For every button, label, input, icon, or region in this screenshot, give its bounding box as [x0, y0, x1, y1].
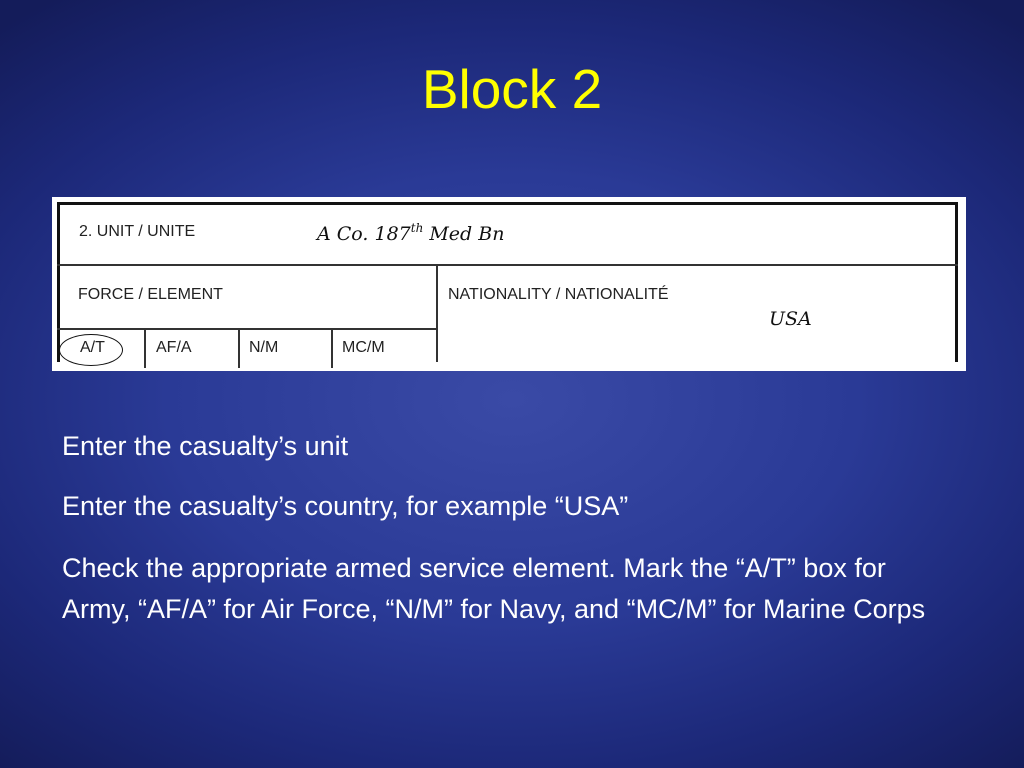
col-divider-at: [144, 328, 146, 368]
unit-value: [317, 221, 504, 245]
form-block-2: [52, 197, 966, 371]
nationality-label: NATIONALITY / NATIONALITÉ: [448, 286, 669, 303]
instruction-unit: Enter the casualty’s unit: [62, 431, 349, 461]
row-divider-unit: [57, 264, 958, 266]
col-divider-afa: [238, 328, 240, 368]
row-divider-elements: [57, 328, 436, 330]
element-option-at[interactable]: A/T: [80, 339, 105, 356]
instruction-country: Enter the casualty’s country, for example “USA”: [62, 491, 629, 521]
col-divider-nm: [331, 328, 333, 368]
instruction-element: Check the appropriate armed service element. Mark the “A/T” box for Army, “AF/A” for Air Force, “N/M” for Navy, and “MC/M” for Marine Corps: [62, 553, 926, 624]
unit-value-rest: Med Bn: [423, 223, 505, 245]
element-option-mcm[interactable]: MC/M: [342, 339, 385, 356]
unit-value-main: A Co. 187: [317, 223, 411, 245]
element-option-afa[interactable]: AF/A: [156, 339, 192, 356]
slide-title: Block 2: [421, 58, 603, 120]
element-option-nm[interactable]: N/M: [249, 339, 279, 356]
col-divider-force-nationality: [436, 264, 438, 362]
unit-label: 2. UNIT / UNITE: [79, 223, 196, 240]
unit-value-sup: th: [410, 221, 424, 235]
nationality-value: USA: [769, 308, 812, 330]
instructions: [62, 428, 962, 630]
force-element-label: FORCE / ELEMENT: [78, 286, 223, 303]
selection-circle-mark: [59, 334, 123, 366]
